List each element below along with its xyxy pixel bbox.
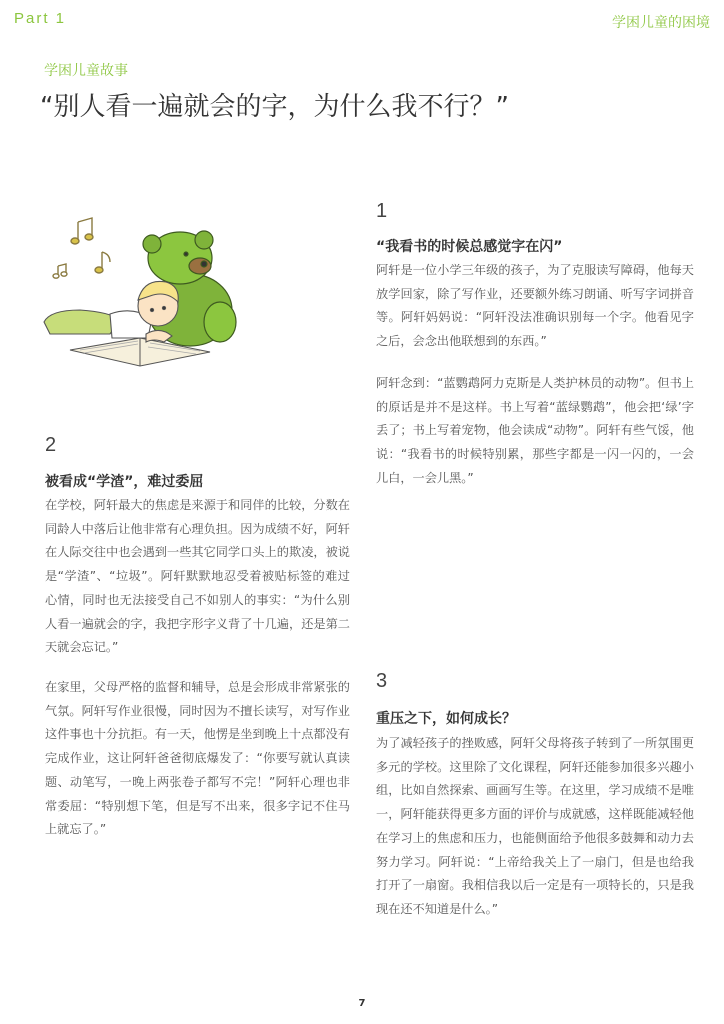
section-1-paragraph-1: 阿轩是一位小学三年级的孩子，为了克服读写障碍，他每天放学回家，除了写作业，还要额外练习朗诵、听写字词拼音等。阿轩妈妈说：“阿轩没法准确识别每一个字。他看见字之后，会念出他联想到的东西。” [376, 263, 694, 349]
page-title: “别人看一遍就会的字，为什么我不行？” [40, 92, 509, 122]
child-figure [44, 281, 178, 342]
section-2-paragraph-2: 在家里，父母严格的监督和辅导，总是会形成非常紧张的气氛。阿轩写作业很慢，同时因为不擅长读写，对写作业这件事也十分抗拒。有一天，他愣是坐到晚上十点都没有完成作业，这让阿轩爸爸彻底爆发了：“你要写就认真读题、动笔写，一晚上两张卷子都写不完！”阿轩心理也非常委屈：“特别想下笔，但是写不出来，很多字记不住马上就忘了。” [45, 680, 350, 837]
child-reading-illustration [40, 210, 250, 370]
section-3-number: 3 [376, 670, 388, 692]
part-label: Part 1 [14, 10, 67, 27]
section-2-heading: 被看成“学渣”，难过委屈 [45, 474, 204, 490]
section-1-heading: “我看书的时候总感觉字在闪” [376, 239, 563, 255]
music-note-icon [53, 218, 110, 278]
section-1-paragraph-2: 阿轩念到：“蓝鹦鹉阿力克斯是人类护林员的动物”。但书上的原话是并不是这样。书上写着“蓝绿鹦鹉”，他会把‘绿’字丢了；书上写着宠物，他会读成“动物”。阿轩有些气馁，他说：“我看书的时候特别累，那些字都是一闪一闪的，一会儿白，一会儿黑。” [376, 376, 694, 485]
section-3-heading: 重压之下，如何成长？ [376, 711, 516, 727]
section-3-paragraph-1: 为了减轻孩子的挫败感，阿轩父母将孩子转到了一所氛围更多元的学校。这里除了文化课程，阿轩还能参加很多兴趣小组，比如自然探索、画画写生等。在这里，学习成绩不是唯一，阿轩能获得更多方面的评价与成就感，这样既能减轻他在学习上的焦虑和压力，也能侧面给予他很多鼓舞和动力去努力学习。阿轩说：“上帝给我关上了一扇门，但是也给我打开了一扇窗。我相信我以后一定是有一项特长的，只是我现在还不知道是什么。” [376, 736, 694, 916]
section-2-paragraph-1: 在学校，阿轩最大的焦虑是来源于和同伴的比较，分数在同龄人中落后让他非常有心理负担。因为成绩不好，阿轩在人际交往中也会遇到一些其它同学口头上的欺凌，被说是“学渣”、“垃圾”。阿轩默默地忍受着被贴标签的难过心情，同时也无法接受自己不如别人的事实：“为什么别人看一遍就会的字，我把字形字义背了十几遍，还是第二天就会忘记。” [45, 498, 350, 655]
page-number: 7 [358, 998, 366, 1009]
section-2-number: 2 [45, 434, 57, 456]
section-1-number: 1 [376, 200, 388, 222]
section-label: 学困儿童的困境 [612, 15, 710, 31]
story-kicker: 学困儿童故事 [44, 63, 128, 79]
